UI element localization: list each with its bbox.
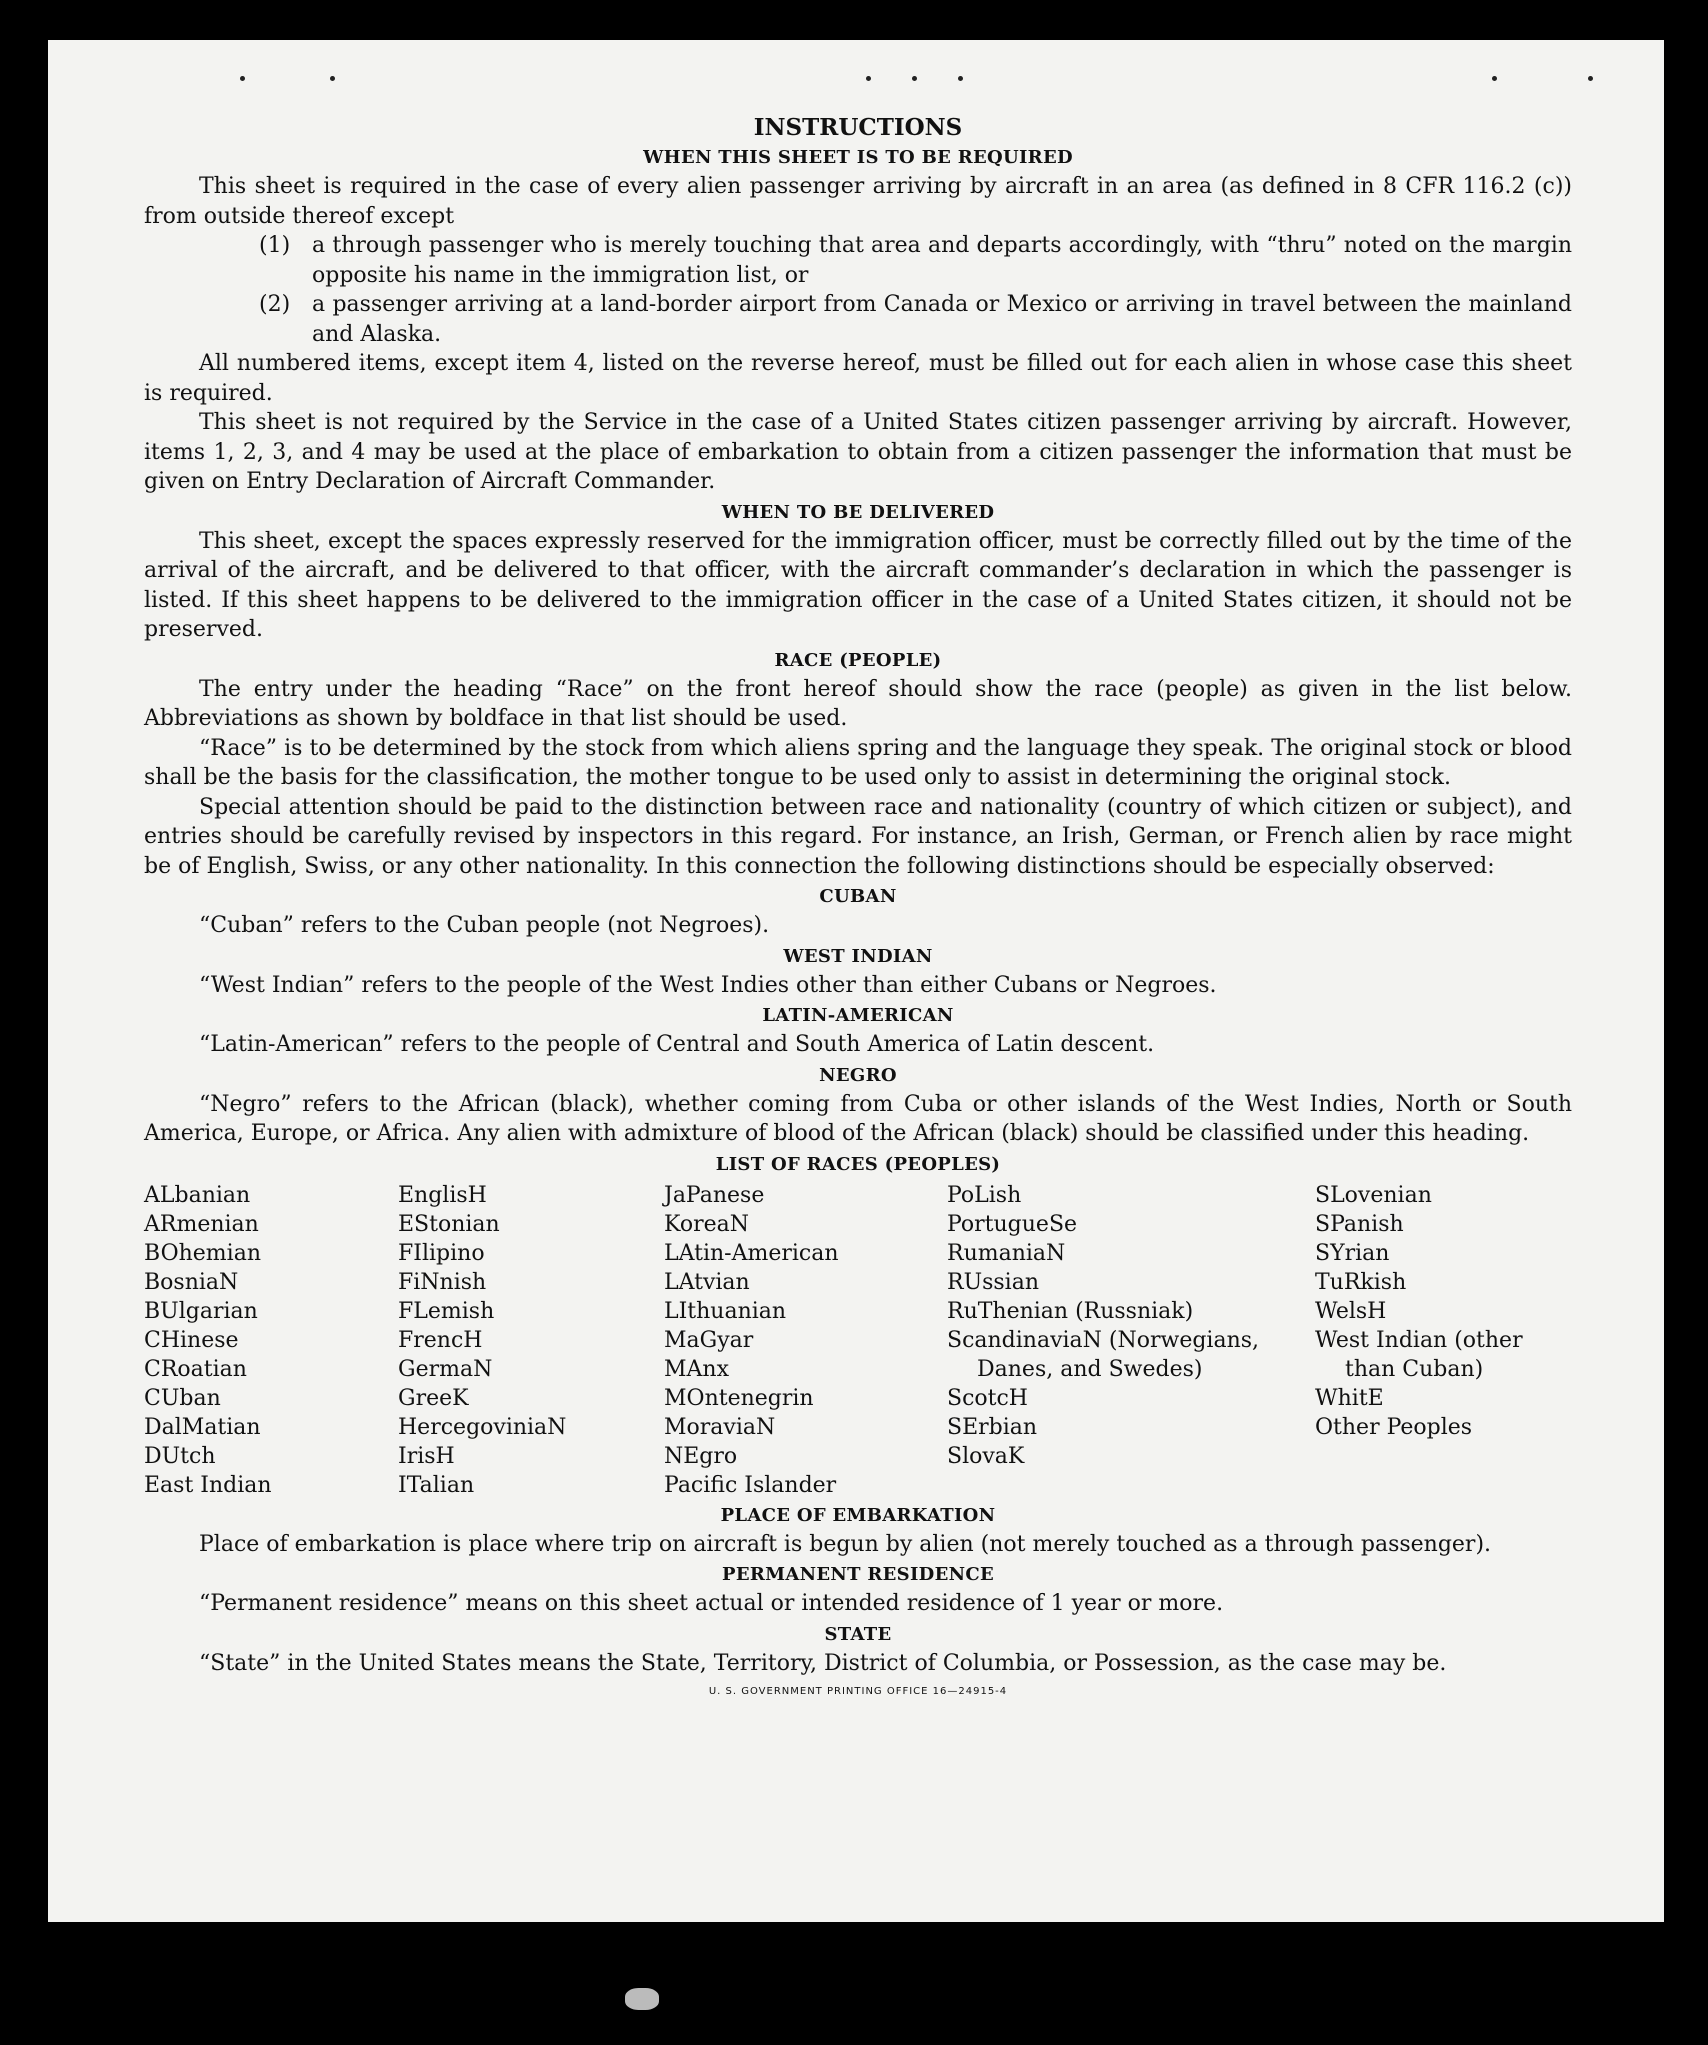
race-entry: DalMatian <box>144 1414 261 1440</box>
races-column <box>947 1181 1315 1500</box>
list-item: (2) a passenger arriving at a land-border airport from Canada or Mexico or arriving in travel between the mainland and Alaska. <box>259 292 1572 347</box>
race-entry: SLovenian <box>1315 1182 1432 1208</box>
race-entry: WhitE <box>1315 1385 1384 1411</box>
race-entry: RumaniaN <box>947 1240 1066 1266</box>
paragraph: “Race” is to be determined by the stock from which aliens spring and the language they speak. The original stock or blood shall be the basis for the classification, the mother tongue to be used only to assist in determining the original stock. <box>144 735 1572 790</box>
print-specks <box>48 76 1664 86</box>
race-entry: EnglisH <box>398 1182 487 1208</box>
race-entry: SYrian <box>1315 1240 1390 1266</box>
race-entry: RUssian <box>947 1269 1040 1295</box>
race-entry: RuThenian (Russniak) <box>947 1298 1194 1324</box>
paragraph: “Permanent residence” means on this sheet actual or intended residence of 1 year or more. <box>199 1591 1224 1616</box>
race-entry: West Indian (other than Cuban) <box>1315 1327 1523 1382</box>
paragraph: This sheet is not required by the Service in the case of a United States citizen passenger arriving by aircraft. However, items 1, 2, 3, and 4 may be used at the place of embarkation to obtain from a citizen passenger the information that must be given on Entry Declaration of Aircraft Commander. <box>144 410 1572 494</box>
race-entry: CRoatian <box>144 1356 247 1382</box>
race-entry: CHinese <box>144 1327 239 1353</box>
race-entry: ARmenian <box>144 1211 259 1237</box>
races-column <box>398 1181 664 1500</box>
races-list <box>144 1181 1572 1500</box>
race-entry: DUtch <box>144 1443 216 1469</box>
race-entry: LAtin-American <box>664 1240 839 1266</box>
paragraph: This sheet is required in the case of every alien passenger arriving by aircraft in an area (as defined in 8 CFR 116.2 (c)) from outside thereof except <box>144 174 1572 229</box>
race-entry: SPanish <box>1315 1211 1404 1237</box>
race-entry: ScandinaviaN (Norwegians, Danes, and Swedes) <box>947 1327 1260 1382</box>
race-entry: FIlipino <box>398 1240 485 1266</box>
race-entry: MOntenegrin <box>664 1385 814 1411</box>
race-entry: SErbian <box>947 1414 1038 1440</box>
race-entry: ITalian <box>398 1472 475 1498</box>
race-entry: CUban <box>144 1385 221 1411</box>
section-heading: RACE (PEOPLE) <box>774 649 942 671</box>
paragraph: “Cuban” refers to the Cuban people (not Negroes). <box>199 913 770 938</box>
section-heading: PLACE OF EMBARKATION <box>720 1504 996 1526</box>
race-entry: WelsH <box>1315 1298 1387 1324</box>
race-entry: HercegoviniaN <box>398 1414 567 1440</box>
races-column <box>144 1181 398 1500</box>
race-entry: ALbanian <box>144 1182 251 1208</box>
race-entry: FLemish <box>398 1298 495 1324</box>
section-heading: LIST OF RACES (PEOPLES) <box>715 1153 1001 1175</box>
race-entry: SlovaK <box>947 1443 1025 1469</box>
paragraph: This sheet, except the spaces expressly reserved for the immigration officer, must be correctly filled out by the time of the arrival of the aircraft, and be delivered to that officer, with the aircraft commander’s declaration in which the passenger is listed. If this sheet happens to be delivered to the immigration officer in the case of a United States citizen, it should not be preserved. <box>144 528 1572 642</box>
paragraph: “Latin-American” refers to the people of Central and South America of Latin descent. <box>199 1032 1155 1057</box>
paragraph: Place of embarkation is place where trip on aircraft is begun by alien (not merely touched as a through passenger). <box>199 1531 1492 1557</box>
paragraph: All numbered items, except item 4, listed on the reverse hereof, must be filled out for each alien in whose case this sheet is required. <box>144 351 1572 406</box>
race-entry: TuRkish <box>1315 1269 1407 1295</box>
race-entry: ScotcH <box>947 1385 1028 1411</box>
race-entry: BosniaN <box>144 1269 239 1295</box>
race-entry: PoLish <box>947 1182 1022 1208</box>
section-heading: LATIN-AMERICAN <box>762 1005 954 1026</box>
paragraph: Special attention should be paid to the distinction between race and nationality (country of which citizen or subject), and entries should be carefully revised by inspectors in this regard. For instance, an Irish, German, or French alien by race might be of English, Swiss, or any other nationality. In this connection the following distinctions should be especially observed: <box>144 794 1572 879</box>
race-entry: MaGyar <box>664 1327 754 1353</box>
race-entry: East Indian <box>144 1472 272 1498</box>
race-entry: JaPanese <box>664 1182 765 1208</box>
race-entry: NEgro <box>664 1443 738 1469</box>
paragraph: The entry under the heading “Race” on the front hereof should show the race (people) as given in the list below. Abbreviations as shown by boldface in that list should be used. <box>144 676 1572 731</box>
races-column <box>664 1181 947 1500</box>
race-entry: IrisH <box>398 1443 455 1469</box>
race-entry: GreeK <box>398 1385 469 1411</box>
paragraph: “State” in the United States means the State, Territory, District of Columbia, or Possession, as the case may be. <box>199 1650 1447 1676</box>
race-entry: Other Peoples <box>1315 1414 1473 1440</box>
printer-imprint: U. S. GOVERNMENT PRINTING OFFICE 16—24915-4 <box>708 1686 1008 1697</box>
section-heading: WEST INDIAN <box>783 945 933 967</box>
race-entry: GermaN <box>398 1356 493 1382</box>
race-entry: BOhemian <box>144 1240 261 1266</box>
race-entry: LAtvian <box>664 1269 750 1295</box>
race-entry: KoreaN <box>664 1211 749 1237</box>
document-sheet <box>48 40 1664 1922</box>
list-item: (1) a through passenger who is merely touching that area and departs accordingly, with “thru” noted on the margin opposite his name in the immigration list, or <box>259 233 1572 288</box>
section-heading: WHEN TO BE DELIVERED <box>721 501 995 523</box>
race-entry: BUlgarian <box>144 1298 258 1324</box>
race-entry: MAnx <box>664 1356 729 1382</box>
race-entry: MoraviaN <box>664 1414 776 1440</box>
page-title: INSTRUCTIONS <box>753 114 963 141</box>
race-entry: FrencH <box>398 1327 483 1353</box>
race-entry: PortugueSe <box>947 1211 1078 1237</box>
section-heading: CUBAN <box>819 886 897 907</box>
section-heading: NEGRO <box>819 1064 897 1086</box>
paragraph: “Negro” refers to the African (black), whether coming from Cuba or other islands of the West Indies, North or South America, Europe, or Africa. Any alien with admixture of blood of the African (black) should be classified under this heading. <box>144 1091 1572 1146</box>
section-heading: PERMANENT RESIDENCE <box>721 1564 995 1585</box>
section-heading: WHEN THIS SHEET IS TO BE REQUIRED <box>643 147 1073 168</box>
race-entry: Pacific Islander <box>664 1472 837 1498</box>
race-entry: LIthuanian <box>664 1298 787 1324</box>
paragraph: “West Indian” refers to the people of the West Indies other than either Cubans or Negroes. <box>199 972 1217 998</box>
section-heading: STATE <box>824 1623 892 1645</box>
scan-artifact <box>625 1988 659 2010</box>
races-column <box>1315 1181 1572 1500</box>
race-entry: EStonian <box>398 1211 500 1237</box>
race-entry: FiNnish <box>398 1269 487 1295</box>
